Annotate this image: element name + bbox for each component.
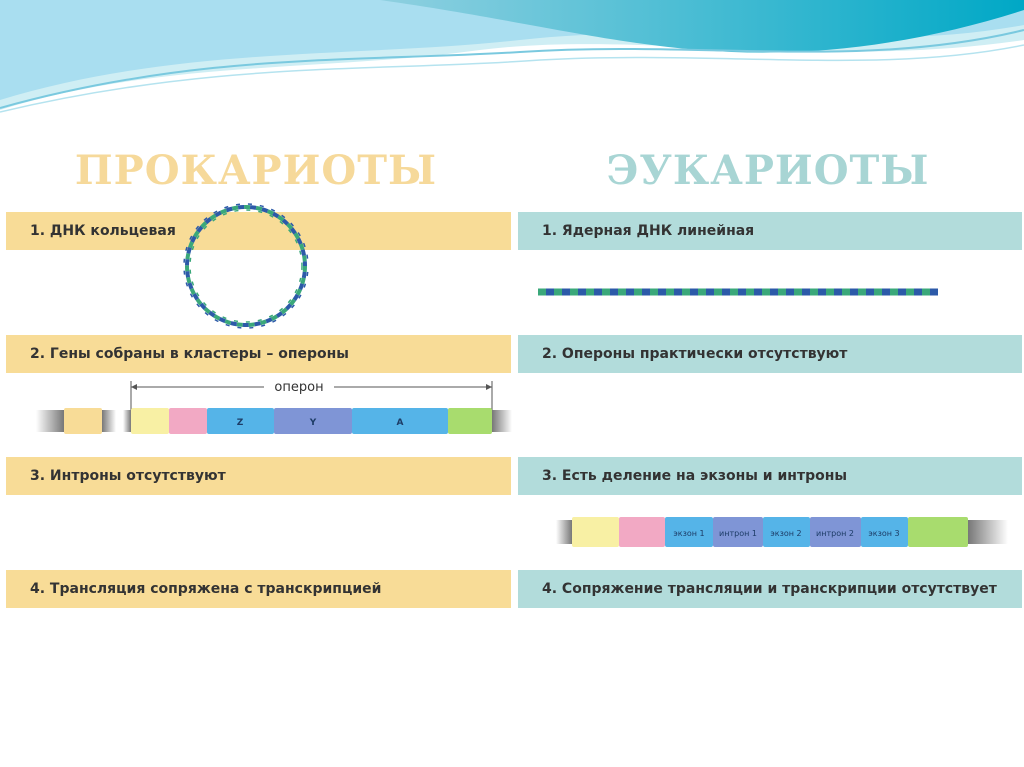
euk-row-4: 4. Сопряжение трансляции и транскрипции отсутствует (518, 570, 1022, 608)
prokaryotes-title: ПРОКАРИОТЫ (74, 147, 438, 194)
exon-3-label: экзон 3 (868, 529, 900, 538)
circular-dna-diagram (180, 200, 312, 332)
euk-row-2: 2. Опероны практически отсутствуют (518, 335, 1022, 373)
gene-z-label: Z (236, 418, 244, 428)
prok-row-1: 1. ДНК кольцевая (6, 212, 511, 250)
prok-row-2: 2. Гены собраны в кластеры – опероны (6, 335, 511, 373)
exon-intron-diagram (556, 514, 1022, 550)
intron-1-label: интрон 1 (719, 529, 757, 538)
intron-2-label: интрон 2 (816, 529, 854, 538)
exon-1-label: экзон 1 (673, 529, 705, 538)
operon-label: оперон (274, 380, 324, 395)
eukaryotes-title: ЭУКАРИОТЫ (606, 147, 930, 194)
header-wave-decoration (0, 0, 1024, 130)
operon-diagram (36, 375, 516, 440)
gene-y-label: Y (309, 418, 317, 428)
euk-row-3: 3. Есть деление на экзоны и интроны (518, 457, 1022, 495)
prok-row-3: 3. Интроны отсутствуют (6, 457, 511, 495)
gene-a-label: A (396, 418, 404, 428)
linear-dna-diagram (536, 284, 940, 300)
prok-row-4: 4. Трансляция сопряжена с транскрипцией (6, 570, 511, 608)
euk-row-1: 1. Ядерная ДНК линейная (518, 212, 1022, 250)
exon-2-label: экзон 2 (770, 529, 802, 538)
